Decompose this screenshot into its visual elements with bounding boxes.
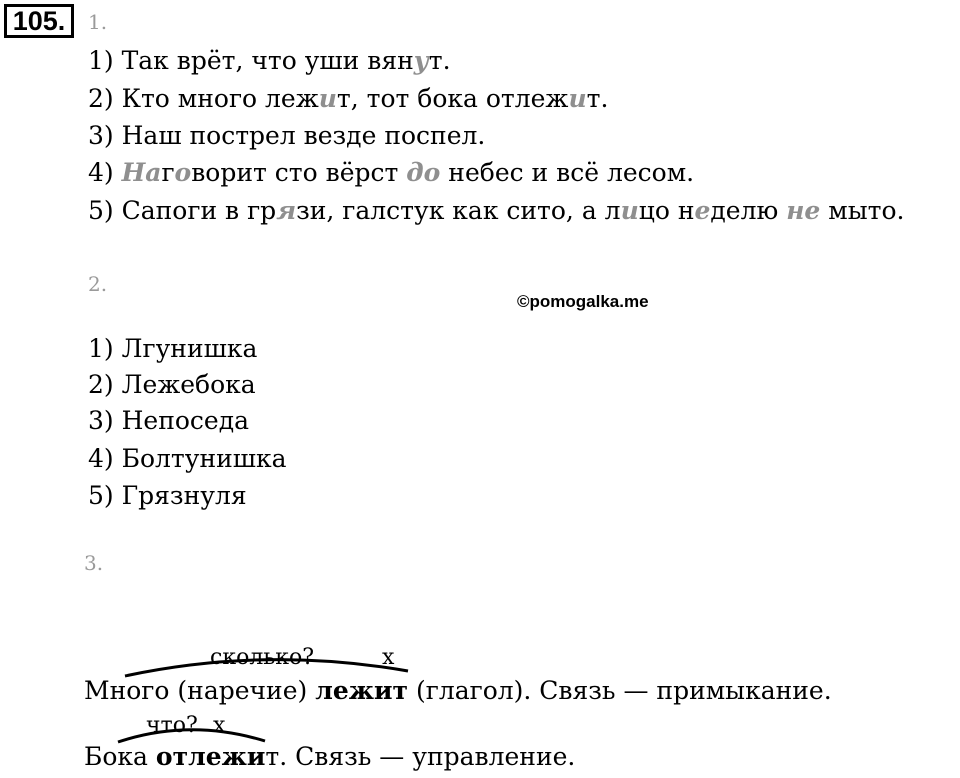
text-segment: небес и всё лесом. [440, 158, 695, 187]
text-segment: мыто. [820, 196, 905, 225]
text-segment: 2) Кто много леж [88, 84, 319, 113]
nickname-item-2: 2) Лежебока [88, 370, 256, 399]
analysis-line-2 [84, 742, 575, 772]
highlighted-letters: На [121, 158, 162, 187]
cross-mark-1: x [382, 645, 395, 670]
highlighted-letters: и [620, 196, 639, 225]
text-segment: зи, галстук как сито, а л [296, 196, 621, 225]
bold-word: отлежи [155, 742, 266, 771]
text-segment: Много (наречие) [84, 676, 316, 705]
watermark: ©pomogalka.me [517, 292, 649, 311]
section-1-label: 1. [88, 10, 108, 34]
proverb-line-3 [88, 121, 485, 151]
text-segment: ворит сто вёрст [191, 158, 407, 187]
section-2-label: 2. [88, 272, 108, 296]
text-segment: т. [428, 46, 451, 75]
section-3-label: 3. [84, 551, 104, 575]
question-1: сколько? [210, 645, 315, 670]
bold-word: лежит [315, 676, 409, 705]
highlighted-letters: я [276, 196, 297, 225]
highlighted-letters: и [318, 84, 337, 113]
text-segment: 5) Сапоги в гр [88, 196, 277, 225]
text-segment: т, тот бока отлеж [336, 84, 569, 113]
highlighted-letters: о [174, 158, 192, 187]
proverb-line-5 [88, 196, 904, 226]
text-segment: т. Связь — управление. [265, 742, 576, 771]
nickname-item-5: 5) Грязнуля [88, 481, 247, 510]
highlighted-letters: у [413, 46, 429, 75]
nickname-item-3: 3) Непоседа [88, 406, 250, 435]
question-2: что? [146, 713, 198, 738]
highlighted-letters: е [694, 196, 711, 225]
analysis-line-1 [84, 676, 832, 706]
exercise-number: 105. [4, 4, 74, 38]
text-segment: т. [586, 84, 609, 113]
highlighted-letters: до [406, 158, 441, 187]
text-segment: 1) Так врёт, что уши вян [88, 46, 414, 75]
proverb-line-2 [88, 84, 608, 114]
text-segment: (глагол). Связь — примыкание. [408, 676, 832, 705]
text-segment: Бока [84, 742, 156, 771]
highlighted-letters: и [568, 84, 587, 113]
text-segment: г [161, 158, 175, 187]
text-segment: 4) [88, 158, 122, 187]
nickname-item-4: 4) Болтунишка [88, 444, 287, 473]
text-segment: делю [710, 196, 787, 225]
proverb-line-1 [88, 46, 451, 76]
proverb-line-4 [88, 158, 694, 188]
cross-mark-2: x [213, 713, 226, 738]
text-segment: цо н [638, 196, 695, 225]
highlighted-letters: не [786, 196, 821, 225]
text-segment: 3) Наш пострел везде поспел. [88, 121, 486, 150]
nickname-item-1: 1) Лгунишка [88, 334, 258, 363]
